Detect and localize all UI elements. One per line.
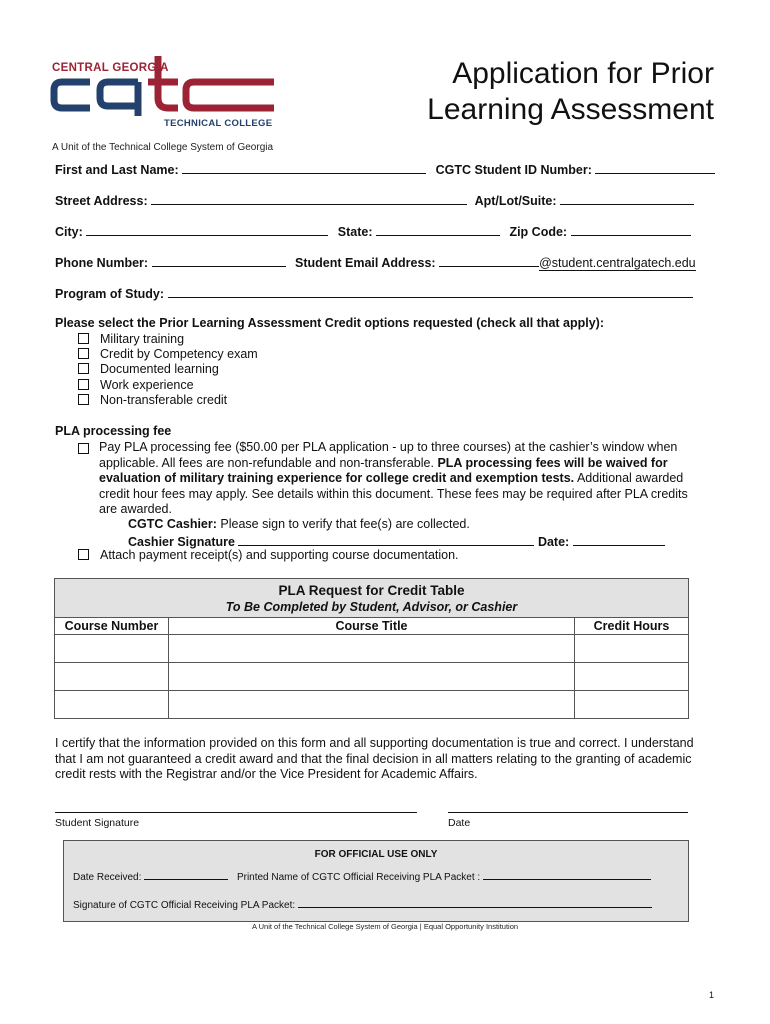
- fee-text-a: Pay PLA processing fee ($50.00 per PLA application - up to three courses) at the cashier’s window when applicable. All fees are non-refundable and non-transferable.: [99, 440, 678, 470]
- cashier-date-label: Date:: [537, 535, 570, 549]
- table-cell[interactable]: [575, 663, 689, 691]
- city-field[interactable]: [86, 223, 328, 236]
- program-row: [55, 285, 693, 301]
- option-label: Credit by Competency exam: [100, 347, 258, 361]
- official-row-2: [73, 897, 652, 911]
- fee-heading: PLA processing fee: [55, 424, 172, 438]
- official-signature-label: Signature of CGTC Official Receiving PLA Packet:: [73, 900, 296, 911]
- table-cell[interactable]: [575, 635, 689, 663]
- official-use-box: [63, 840, 689, 922]
- logo-letter-t: [148, 56, 178, 108]
- logo-letter-c1: [54, 82, 90, 108]
- cashier-signature-label: Cashier Signature: [128, 535, 235, 549]
- col-course-number: Course Number: [55, 618, 169, 635]
- printed-name-label: Printed Name of CGTC Official Receiving PLA Packet :: [236, 872, 481, 883]
- title-line-2: Learning Assessment: [427, 93, 714, 126]
- table-cell[interactable]: [575, 691, 689, 719]
- state-label: State:: [337, 225, 373, 239]
- checkbox-documented[interactable]: [78, 363, 89, 374]
- date-received-label: Date Received:: [73, 872, 142, 883]
- table-subtitle: To Be Completed by Student, Advisor, or Cashier: [225, 600, 518, 614]
- table-cell[interactable]: [55, 663, 169, 691]
- logo-letter-c2: [186, 82, 274, 108]
- program-field[interactable]: [168, 285, 693, 298]
- cashier-label: CGTC Cashier:: [128, 517, 217, 531]
- checkbox-attach[interactable]: [78, 549, 89, 560]
- email-field[interactable]: [439, 254, 539, 267]
- option-nontransferable: [78, 393, 227, 407]
- state-field[interactable]: [376, 223, 500, 236]
- page-title: [427, 56, 714, 128]
- logo-top-text: CENTRAL GEORGIA: [52, 62, 169, 74]
- option-label: Military training: [100, 332, 185, 346]
- logo-unit-text: A Unit of the Technical College System of Georgia: [52, 142, 274, 153]
- checkbox-military[interactable]: [78, 333, 89, 344]
- fee-text-bold: PLA processing fees will be waived for evaluation of military training experience for college credit and exemption tests.: [99, 455, 668, 485]
- checkbox-nontransferable[interactable]: [78, 394, 89, 405]
- official-row-1: [73, 869, 651, 883]
- street-row: [55, 192, 694, 208]
- table-row: [55, 663, 689, 691]
- table-cell[interactable]: [55, 635, 169, 663]
- table-cell[interactable]: [169, 663, 575, 691]
- date-received-field[interactable]: [144, 869, 228, 880]
- option-label: Documented learning: [100, 362, 219, 376]
- attach-row: [78, 548, 459, 562]
- attach-text: Attach payment receipt(s) and supporting course documentation.: [100, 548, 459, 562]
- option-work: [78, 378, 194, 392]
- official-heading: FOR OFFICIAL USE ONLY: [314, 849, 438, 860]
- student-id-label: CGTC Student ID Number:: [435, 163, 592, 177]
- city-label: City:: [55, 225, 83, 239]
- cashier-line: [128, 517, 470, 531]
- table-row: [55, 635, 689, 663]
- fee-text-b: Additional awarded credit hour fees may apply. See details within this document. These fees may be required after PLA credits are awarded.: [99, 471, 688, 516]
- checkbox-pay-fee[interactable]: [78, 443, 89, 454]
- footer-text: A Unit of the Technical College System of Georgia | Equal Opportunity Institution: [251, 922, 519, 931]
- zip-label: Zip Code:: [509, 225, 568, 239]
- option-competency: [78, 347, 258, 361]
- email-domain: @student.centralgatech.edu: [539, 256, 696, 270]
- col-credit-hours: Credit Hours: [575, 618, 689, 635]
- email-label: Student Email Address:: [295, 256, 436, 270]
- logo-bottom-text: TECHNICAL COLLEGE: [164, 118, 273, 129]
- cashier-date-field[interactable]: [573, 533, 665, 546]
- student-signature-label: Student Signature: [55, 817, 140, 829]
- name-row: [55, 161, 715, 177]
- phone-row: [55, 254, 696, 270]
- logo-letter-g: [100, 82, 138, 116]
- street-field[interactable]: [151, 192, 467, 205]
- printed-name-field[interactable]: [483, 869, 651, 880]
- table-row: [55, 691, 689, 719]
- table-cell[interactable]: [55, 691, 169, 719]
- cashier-text: Please sign to verify that fee(s) are collected.: [220, 517, 470, 531]
- col-course-title: Course Title: [169, 618, 575, 635]
- street-label: Street Address:: [55, 194, 148, 208]
- phone-field[interactable]: [152, 254, 286, 267]
- student-signature-field[interactable]: [55, 812, 417, 813]
- cashier-signature-row: [128, 533, 665, 549]
- signature-date-field[interactable]: [448, 812, 688, 813]
- option-military: [78, 332, 184, 346]
- program-label: Program of Study:: [55, 287, 165, 301]
- apt-label: Apt/Lot/Suite:: [474, 194, 557, 208]
- official-signature-field[interactable]: [298, 897, 652, 908]
- table-cell[interactable]: [169, 691, 575, 719]
- table-cell[interactable]: [169, 635, 575, 663]
- city-row: [55, 223, 691, 239]
- table-header: [55, 579, 689, 618]
- pla-credit-table: [54, 578, 689, 719]
- name-label: First and Last Name:: [55, 163, 179, 177]
- name-field[interactable]: [182, 161, 426, 174]
- zip-field[interactable]: [571, 223, 691, 236]
- signature-date-label: Date: [448, 817, 471, 829]
- page-number: 1: [708, 990, 714, 1000]
- title-line-1: Application for Prior: [452, 57, 714, 90]
- apt-field[interactable]: [560, 192, 694, 205]
- certification-text: I certify that the information provided on this form and all supporting documentation is true and correct. I understand that I am not guaranteed a credit award and that the final decision in all matters relating to the granting of academic credit rests with the Registrar and/or the Vice President for Academic Affairs.: [55, 736, 694, 781]
- cashier-signature-field[interactable]: [238, 533, 534, 546]
- option-label: Work experience: [100, 378, 194, 392]
- option-documented: [78, 362, 219, 376]
- options-heading: Please select the Prior Learning Assessment Credit options requested (check all that apply):: [55, 316, 605, 330]
- student-id-field[interactable]: [595, 161, 715, 174]
- checkbox-work[interactable]: [78, 379, 89, 390]
- checkbox-competency[interactable]: [78, 348, 89, 359]
- table-title: PLA Request for Credit Table: [278, 583, 465, 598]
- option-label: Non-transferable credit: [100, 393, 228, 407]
- phone-label: Phone Number:: [55, 256, 149, 270]
- fee-paragraph: [99, 440, 699, 518]
